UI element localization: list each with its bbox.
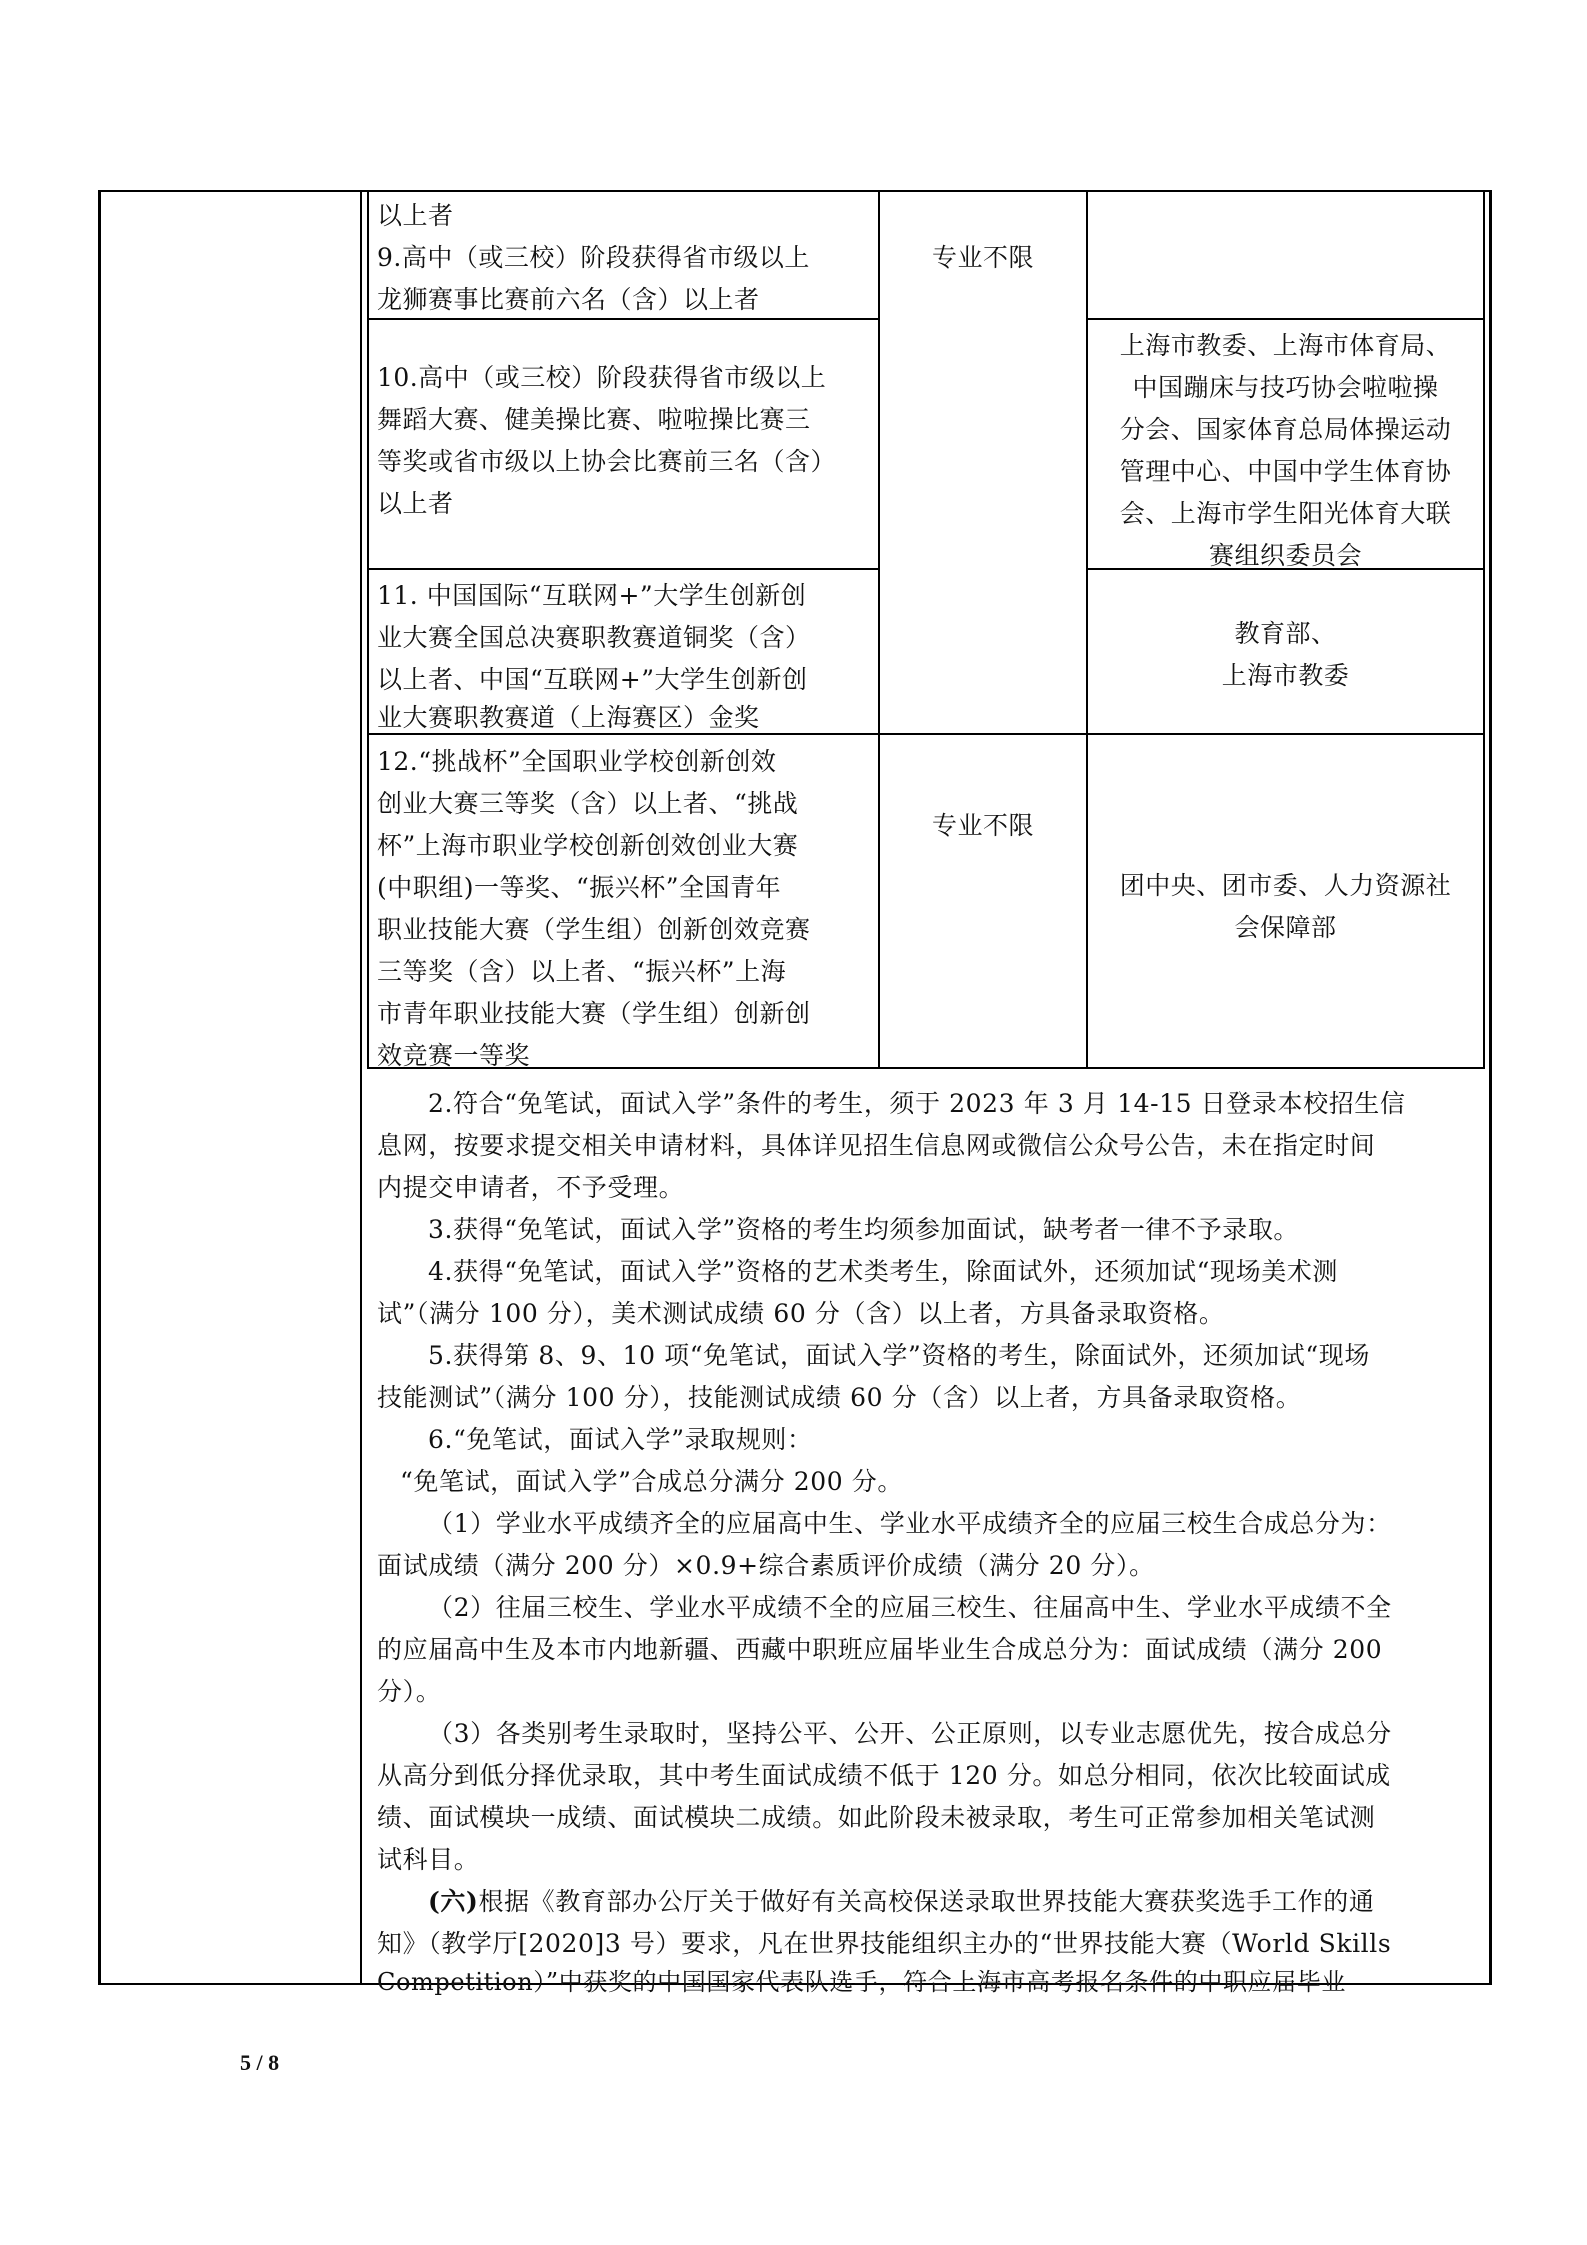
table-text: 杯”上海市职业学校创新创效创业大赛 [377,831,799,860]
table-text: 等奖或省市级以上协会比赛前三名（含） [377,447,837,476]
paragraph-line: 技能测试”（满分 100 分），技能测试成绩 60 分（含）以上者，方具备录取资格。 [377,1383,1302,1412]
paragraph-line: 从高分到低分择优录取，其中考生面试成绩不低于 120 分。如总分相同，依次比较面试成 [377,1761,1391,1790]
table-text: 以上者、中国“互联网+”大学生创新创 [377,665,808,694]
table-text: 分会、国家体育总局体操运动 [1119,415,1452,444]
table-text: 职业技能大赛（学生组）创新创效竞赛 [377,915,811,944]
table-text: 三等奖（含）以上者、“振兴杯”上海 [377,957,787,986]
paragraph-line: 面试成绩（满分 200 分）×0.9+综合素质评价成绩（满分 20 分）。 [377,1551,1155,1580]
paragraph-line: 分）。 [377,1677,442,1706]
paragraph-line: 知》（教学厅[2020]3 号）要求，凡在世界技能组织主办的“世界技能大赛（World Skills [377,1929,1392,1958]
page-number: 5 / 8 [240,2050,280,2075]
paragraph-line: “免笔试，面试入学”合成总分满分 200 分。 [400,1467,903,1496]
table-text: 创业大赛三等奖（含）以上者、“挑战 [377,789,799,818]
section-text: 根据《教育部办公厅关于做好有关高校保送录取世界技能大赛获奖选手工作的通 [478,1887,1375,1916]
table-text: 业大赛职教赛道（上海赛区）金奖 [377,703,760,732]
table-text: 上海市教委、上海市体育局、 [1119,331,1452,360]
criteria-table [367,190,1485,1069]
table-text: 舞蹈大赛、健美操比赛、啦啦操比赛三 [377,405,811,434]
table-text: 团中央、团市委、人力资源社 [1119,871,1452,900]
table-text: 龙狮赛事比赛前六名（含）以上者 [377,285,760,314]
table-cell-r4c2 [878,733,1088,1069]
paragraph-line-section6 [428,1882,1374,1918]
table-text: 教育部、 [1234,619,1337,648]
major-unlimited-label: 专业不限 [931,811,1034,840]
paragraph-line: （3）各类别考生录取时，坚持公平、公开、公正原则，以专业志愿优先，按合成总分 [428,1719,1392,1748]
table-text: 以上者 [377,201,454,230]
table-cell-r3c3 [1086,568,1485,735]
paragraph-line: 内提交申请者，不予受理。 [377,1173,685,1202]
section-label: (六) [428,1887,479,1916]
major-unlimited-label: 专业不限 [931,243,1034,272]
table-text: 赛组织委员会 [1208,541,1362,570]
paragraph-line: 6.“免笔试，面试入学”录取规则： [428,1425,813,1454]
table-text: (中职组)一等奖、“振兴杯”全国青年 [377,873,782,902]
table-text: 上海市教委 [1221,661,1350,690]
paragraph-line: 绩、面试模块一成绩、面试模块二成绩。如此阶段未被录取，考生可正常参加相关笔试测 [377,1803,1376,1832]
table-text: 市青年职业技能大赛（学生组）创新创 [377,999,811,1028]
paragraph-line: 3.获得“免笔试，面试入学”资格的考生均须参加面试，缺考者一律不予录取。 [428,1215,1300,1244]
paragraph-line: 息网，按要求提交相关申请材料，具体详见招生信息网或微信公众号公告，未在指定时间 [377,1131,1376,1160]
table-text: 会保障部 [1234,913,1337,942]
paragraph-line: （1）学业水平成绩齐全的应届高中生、学业水平成绩齐全的应届三校生合成总分为： [428,1509,1392,1538]
table-text: 11. 中国国际“互联网+”大学生创新创 [377,581,807,610]
paragraph-line: Competition）”中获奖的中国国家代表队选手，符合上海市高考报名条件的中职应届毕业 [377,1968,1346,1996]
table-text: 会、上海市学生阳光体育大联 [1119,499,1452,528]
table-text: 9.高中（或三校）阶段获得省市级以上 [377,243,810,272]
table-text: 中国蹦床与技巧协会啦啦操 [1132,373,1439,402]
paragraph-line: 试科目。 [377,1845,480,1874]
paragraph-line: （2）往届三校生、学业水平成绩不全的应届三校生、往届高中生、学业水平成绩不全 [428,1593,1392,1622]
paragraph-line: 5.获得第 8、9、10 项“免笔试，面试入学”资格的考生，除面试外，还须加试“现场 [428,1341,1370,1370]
table-cell-r1c3 [1086,190,1485,320]
paragraph-line: 的应届高中生及本市内地新疆、西藏中职班应届毕业生合成总分为：面试成绩（满分 200 [377,1635,1383,1664]
table-text: 管理中心、中国中学生体育协 [1119,457,1452,486]
table-text: 10.高中（或三校）阶段获得省市级以上 [377,363,827,392]
table-text: 12.“挑战杯”全国职业学校创新创效 [377,747,777,776]
table-text: 效竞赛一等奖 [377,1041,531,1070]
paragraph-line: 2.符合“免笔试，面试入学”条件的考生，须于 2023 年 3 月 14-15 日登录本校招生信 [428,1089,1406,1118]
table-text: 以上者 [377,489,454,518]
paragraph-line: 试”（满分 100 分），美术测试成绩 60 分（含）以上者，方具备录取资格。 [377,1299,1225,1328]
left-column-divider [360,190,362,1985]
table-text: 业大赛全国总决赛职教赛道铜奖（含） [377,623,811,652]
paragraph-line: 4.获得“免笔试，面试入学”资格的艺术类考生，除面试外，还须加试“现场美术测 [428,1257,1338,1286]
